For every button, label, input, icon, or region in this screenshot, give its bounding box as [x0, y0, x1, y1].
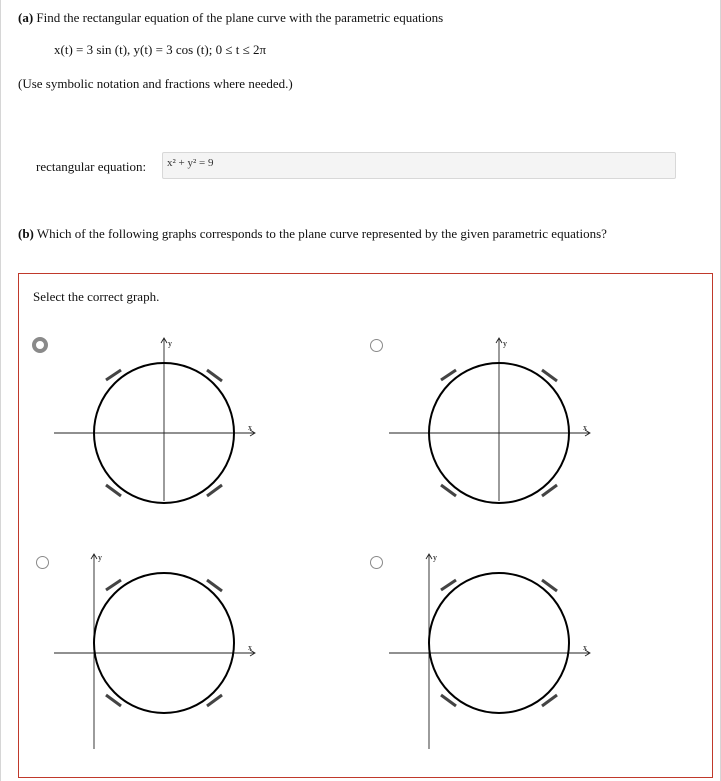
- circle-curve: [94, 573, 234, 713]
- y-axis-label: y: [168, 339, 172, 348]
- part-b-text: Which of the following graphs corresponds to the plane curve represented by the given parametric equations?: [33, 226, 607, 241]
- x-axis-label: x: [583, 423, 587, 432]
- part-b-prompt: [18, 226, 607, 242]
- graph-option-1-radio[interactable]: [32, 337, 48, 353]
- y-axis-label: y: [503, 339, 507, 348]
- rectangular-equation-input[interactable]: x² + y² = 9: [162, 152, 676, 179]
- y-axis-label: y: [433, 553, 437, 562]
- graph-option-4-radio[interactable]: [370, 556, 383, 569]
- graph-option-4[interactable]: [389, 552, 609, 752]
- x-axis-label: x: [248, 423, 252, 432]
- graph-option-1[interactable]: [54, 336, 274, 506]
- parametric-equations: x(t) = 3 sin (t), y(t) = 3 cos (t); 0 ≤ t ≤ 2π: [54, 42, 267, 57]
- graph-option-2-radio[interactable]: [370, 339, 383, 352]
- circle-curve: [429, 573, 569, 713]
- graph-selection-panel: [18, 273, 713, 778]
- part-a-text: Find the rectangular equation of the plane curve with the parametric equations: [33, 10, 444, 25]
- y-axis-label: y: [98, 553, 102, 562]
- graph-option-3[interactable]: [54, 552, 274, 752]
- answer-label: rectangular equation:: [36, 159, 147, 174]
- x-axis-label: x: [248, 643, 252, 652]
- frame-left-border: [0, 0, 1, 781]
- select-graph-label: Select the correct graph.: [33, 289, 160, 304]
- part-b-label: (b): [18, 226, 34, 241]
- graph-option-3-radio[interactable]: [36, 556, 49, 569]
- notation-hint: (Use symbolic notation and fractions where needed.): [18, 76, 293, 91]
- part-a-label: (a): [18, 10, 34, 25]
- part-a-prompt: [18, 10, 443, 26]
- x-axis-label: x: [583, 643, 587, 652]
- graph-option-2[interactable]: [389, 336, 609, 506]
